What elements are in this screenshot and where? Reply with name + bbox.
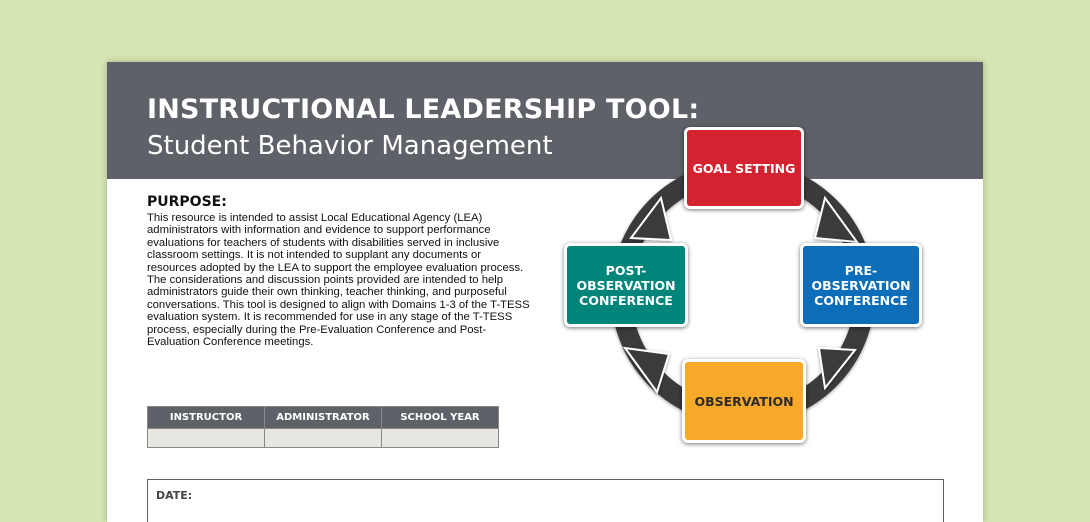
date-label: DATE: [156,489,193,502]
purpose-text: This resource is intended to assist Local Educational Agency (LEA) administrators with information and evidence to support performance evaluations for teachers of students with disabilities served in inclusive classroom settings. It is not intended to supplant any documents or resources adopted by the LEA to support the employee evaluation process. The considerations and discussion points provided are intended to help administrators guide their own thinking, teacher thinking, and purposeful conversations. This tool is designed to align with Domains 1-3 of the T-TESS evaluation system. It is recommended for use in any stage of the T-TESS process, especially during the Pre-Evaluation Conference and Post-Evaluation Conference meetings. [147,212,530,349]
administrator-header: ADMINISTRATOR [265,407,382,429]
date-field[interactable] [147,479,944,522]
page-title: INSTRUCTIONAL LEADERSHIP TOOL: [147,94,700,125]
pre-observation-node [800,243,922,327]
page-subtitle: Student Behavior Management [147,131,553,161]
goal-setting-label: GOAL SETTING [692,160,796,176]
post-observation-node [564,243,688,327]
evaluation-cycle-diagram [557,122,937,452]
instructor-field[interactable] [148,429,265,448]
post-observation-label: POST- OBSERVATION CONFERENCE [576,262,676,308]
school-year-header: SCHOOL YEAR [382,407,499,429]
pre-observation-label: PRE- OBSERVATION CONFERENCE [811,262,911,308]
observation-label: OBSERVATION [694,393,794,409]
school-year-field[interactable] [382,429,499,448]
purpose-heading: PURPOSE: [147,194,227,210]
info-table [147,406,499,448]
administrator-field[interactable] [265,429,382,448]
document-page [107,62,983,522]
goal-setting-node [684,127,804,209]
instructor-header: INSTRUCTOR [148,407,265,429]
observation-node [682,359,806,443]
